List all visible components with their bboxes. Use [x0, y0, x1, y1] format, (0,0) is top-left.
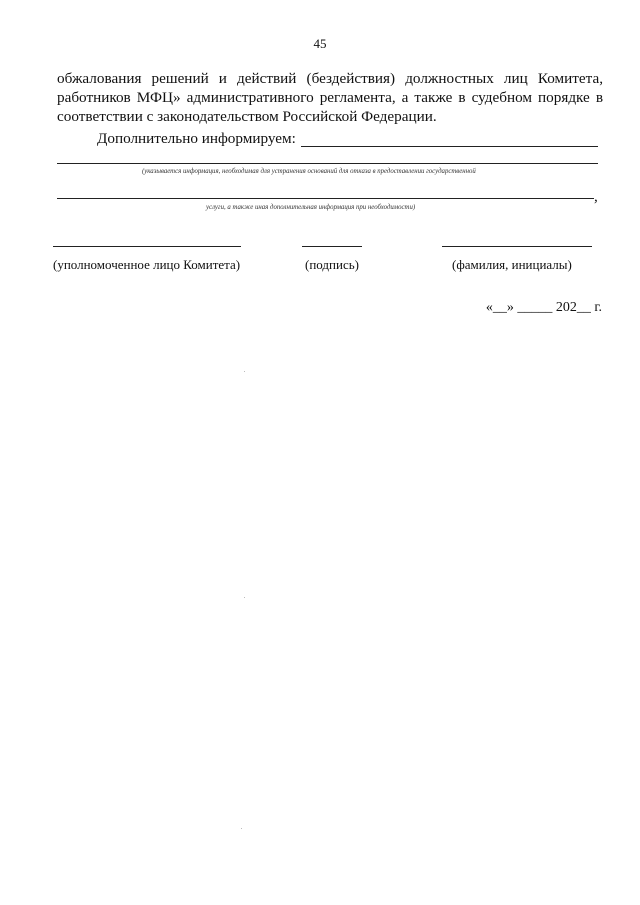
additional-info-hint-2: услуги, а также иная дополнительная информация при необходимости) [206, 204, 416, 211]
page-number: 45 [313, 36, 327, 51]
date-field: «__» _____ 202__ г. [485, 300, 602, 315]
scan-speck [244, 371, 245, 372]
signature-label: (подпись) [305, 257, 359, 272]
name-initials-label: (фамилия, инициалы) [452, 257, 572, 272]
paragraph-line-1: обжалования решений и действий (бездействия) должностных лиц Комитета, [57, 70, 603, 87]
additional-info-label: Дополнительно информируем: [97, 130, 296, 147]
trailing-comma: , [594, 188, 598, 205]
scan-speck [244, 597, 245, 598]
additional-info-line-2 [57, 198, 594, 199]
name-initials-line [442, 246, 592, 247]
additional-info-fill-line [301, 146, 598, 147]
paragraph-line-3: соответствии с законодательством Российской Федерации. [57, 108, 437, 125]
additional-info-line-1 [57, 163, 598, 164]
paragraph-line-2: работников МФЦ» административного регламента, а также в судебном порядке в [57, 89, 603, 106]
authority-signature-line [53, 246, 241, 247]
signature-line [302, 246, 362, 247]
authority-label: (уполномоченное лицо Комитета) [53, 257, 241, 272]
scan-speck [241, 828, 242, 829]
additional-info-hint-1: (указывается информация, необходимая для устранения оснований для отказа в предоставлении государственной [142, 168, 476, 175]
